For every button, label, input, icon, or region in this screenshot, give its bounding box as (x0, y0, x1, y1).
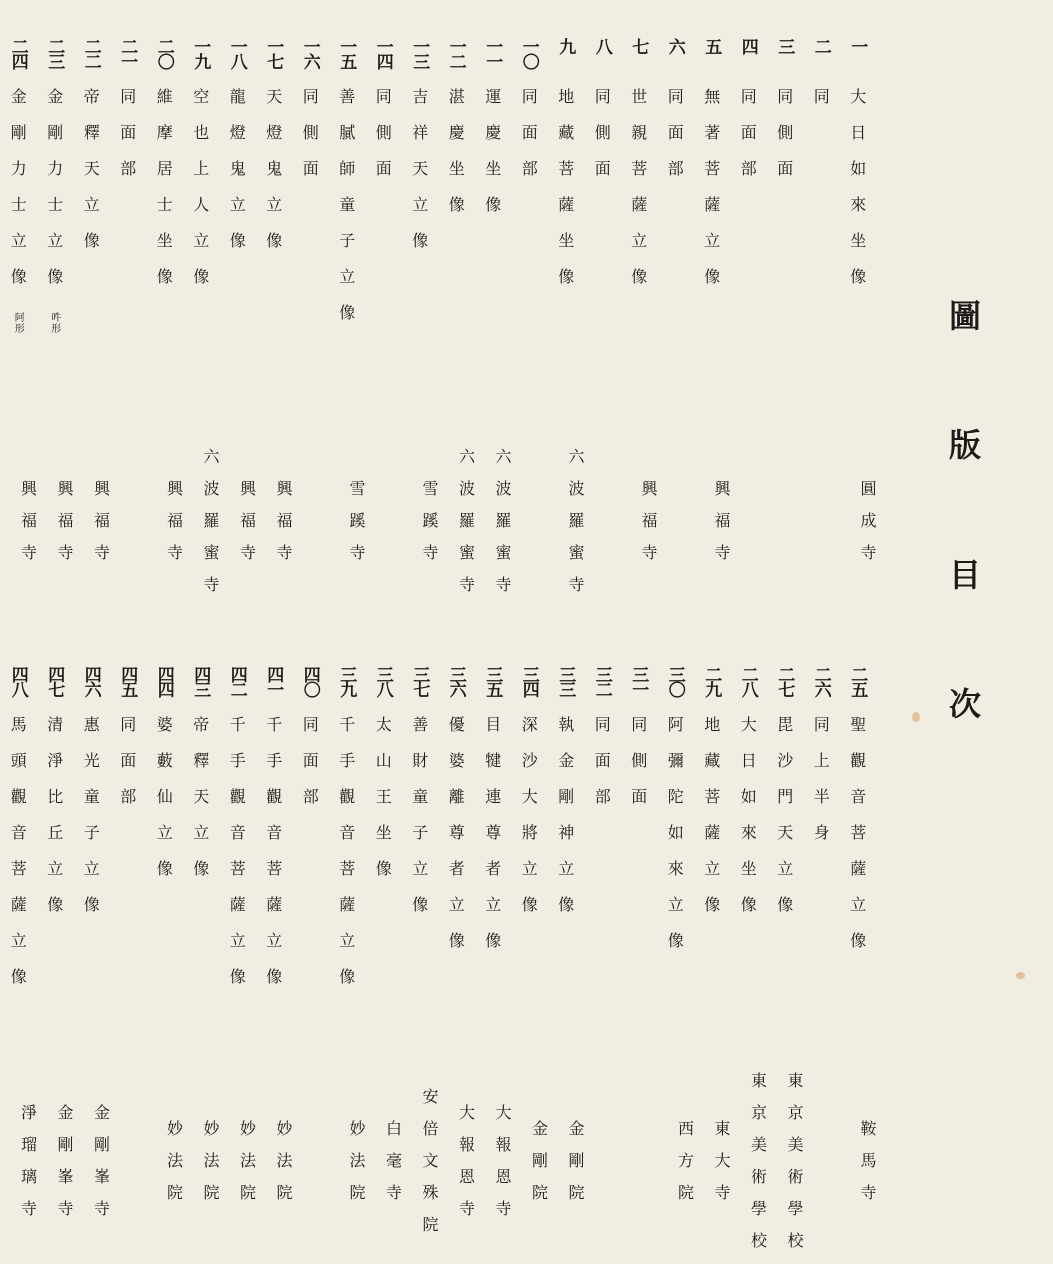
plate-entry (547, 38, 584, 340)
plate-entry (0, 38, 36, 340)
plate-title: 吉祥天立像 (409, 88, 429, 268)
plate-number: 二六 (810, 666, 831, 696)
plate-location (802, 1072, 839, 1264)
plate-number: 三三 (555, 666, 576, 696)
plate-title: 金剛力士立像 (44, 88, 64, 304)
plate-location: 六波羅蜜寺 (456, 448, 476, 608)
plate-entry (437, 38, 474, 340)
plate-title: 善膩師童子立像 (336, 88, 356, 340)
plate-number: 二五 (847, 666, 868, 696)
plate-location: 圓成寺 (858, 480, 877, 576)
plate-number: 一〇 (518, 38, 539, 68)
plate-entry (437, 666, 474, 1004)
plate-title: 同 (811, 88, 831, 124)
plate-number: 一九 (190, 38, 211, 68)
plate-title: 優婆離尊者立像 (446, 716, 466, 968)
paper-stain (912, 712, 920, 722)
plate-location: 妙法院 (164, 1120, 184, 1216)
upper-location-list (0, 448, 875, 608)
plate-number: 四五 (117, 666, 138, 696)
plate-entry (145, 38, 182, 340)
plate-title: 帝釋天立像 (190, 716, 210, 896)
plate-location: 興福寺 (164, 480, 184, 576)
plate-number: 一二 (445, 38, 466, 68)
plate-title: 同面部 (117, 88, 137, 196)
plate-title: 清淨比丘立像 (44, 716, 64, 932)
plate-title: 千手觀音菩薩立像 (227, 716, 247, 1004)
plate-entry (547, 666, 584, 1004)
plate-number: 六 (664, 38, 685, 53)
plate-entry (291, 38, 328, 340)
plate-entry (729, 38, 766, 340)
plate-location (109, 448, 146, 608)
plate-title: 目犍連尊者立像 (482, 716, 502, 968)
plate-entry (291, 666, 328, 1004)
plate-entry (364, 666, 401, 1004)
plate-note: 吽形 (48, 312, 60, 334)
plate-entry (474, 666, 511, 1004)
plate-location: 妙法院 (237, 1120, 257, 1216)
plate-title: 聖觀音菩薩立像 (847, 716, 867, 968)
plate-number: 四〇 (299, 666, 320, 696)
plate-title: 同側面 (628, 716, 648, 824)
plate-location: 妙法院 (274, 1120, 293, 1216)
plate-location: 東京美術學校 (785, 1072, 804, 1264)
title-char-4: 次 (948, 684, 981, 723)
plate-entry (255, 38, 292, 340)
plate-entry (766, 666, 803, 1004)
plate-entry (0, 666, 36, 1004)
plate-location (291, 1072, 328, 1264)
plate-entry (802, 666, 839, 1004)
plate-title: 空也上人立像 (190, 88, 210, 304)
plate-entry (72, 666, 109, 1004)
plate-title: 地藏菩薩立像 (701, 716, 721, 932)
plate-number: 七 (628, 38, 649, 53)
plate-location (583, 448, 620, 608)
plate-location: 大報恩寺 (493, 1104, 512, 1232)
plate-entry (328, 666, 365, 1004)
plate-entry (401, 666, 438, 1004)
plate-number: 四八 (7, 666, 28, 696)
plate-location: 興福寺 (712, 480, 731, 576)
plate-number: 三六 (445, 666, 466, 696)
plate-number: 一六 (299, 38, 320, 68)
plate-number: 一七 (263, 38, 284, 68)
plate-entry (182, 666, 219, 1004)
plate-number: 四四 (153, 666, 174, 696)
plate-location (802, 448, 839, 608)
plate-number: 四三 (190, 666, 211, 696)
plate-entry (766, 38, 803, 340)
plate-entry (510, 38, 547, 340)
plate-entry (802, 38, 839, 340)
plate-title: 毘沙門天立像 (774, 716, 794, 932)
plate-number: 二一 (117, 38, 138, 68)
lower-plate-list (0, 666, 875, 1004)
plate-title: 千手觀音菩薩立像 (336, 716, 356, 1004)
plate-title: 善財童子立像 (409, 716, 429, 932)
plate-title: 婆藪仙立像 (154, 716, 174, 896)
plate-location: 六波羅蜜寺 (201, 448, 220, 608)
plate-entry (328, 38, 365, 340)
plate-location: 六波羅蜜寺 (493, 448, 512, 608)
plate-title: 金剛力士立像 (8, 88, 28, 304)
page-title (940, 297, 990, 723)
plate-location: 大報恩寺 (456, 1104, 476, 1232)
plate-number: 一五 (336, 38, 357, 68)
plate-number: 三一 (628, 666, 649, 696)
plate-number: 一八 (226, 38, 247, 68)
plate-location: 興福寺 (237, 480, 257, 576)
plate-entry (474, 38, 511, 340)
plate-number: 一三 (409, 38, 430, 68)
plate-entry (401, 38, 438, 340)
plate-title: 同面部 (592, 716, 612, 824)
plate-title: 千手觀音菩薩立像 (263, 716, 283, 1004)
plate-entry (620, 38, 657, 340)
plate-location: 興福寺 (274, 480, 293, 576)
plate-number: 二 (810, 38, 831, 53)
plate-location (729, 448, 766, 608)
plate-number: 八 (591, 38, 612, 53)
plate-title: 大日如來坐像 (847, 88, 867, 304)
plate-number: 三 (774, 38, 795, 53)
plate-title: 地藏菩薩坐像 (555, 88, 575, 304)
plate-title: 同面部 (519, 88, 539, 196)
plate-location: 金剛院 (529, 1120, 549, 1216)
plate-title: 同面部 (738, 88, 758, 196)
plate-title: 同面部 (300, 716, 320, 824)
plate-number: 二四 (7, 38, 28, 68)
plate-entry (109, 38, 146, 340)
plate-location: 金剛院 (566, 1120, 585, 1216)
plate-entry (36, 38, 73, 340)
plate-title: 阿彌陀如來立像 (665, 716, 685, 968)
title-char-3: 目 (948, 555, 981, 594)
plate-location: 東大寺 (712, 1120, 731, 1216)
plate-title: 運慶坐像 (482, 88, 502, 232)
plate-title: 太山王坐像 (373, 716, 393, 896)
plate-number: 三〇 (664, 666, 685, 696)
plate-location (291, 448, 328, 608)
plate-location (583, 1072, 620, 1264)
plate-title: 同側面 (300, 88, 320, 196)
plate-location: 西方院 (675, 1120, 695, 1216)
plate-title: 同上半身 (811, 716, 831, 860)
plate-number: 一四 (372, 38, 393, 68)
plate-number: 一 (847, 38, 868, 53)
plate-location: 興福寺 (91, 480, 111, 576)
plate-number: 二三 (44, 38, 65, 68)
plate-location: 白毫寺 (383, 1120, 403, 1216)
plate-entry (583, 666, 620, 1004)
plate-title: 龍燈鬼立像 (227, 88, 247, 268)
plate-number: 五 (701, 38, 722, 53)
plate-number: 一一 (482, 38, 503, 68)
plate-number: 三五 (482, 666, 503, 696)
plate-location (109, 1072, 146, 1264)
plate-entry (109, 666, 146, 1004)
plate-location: 興福寺 (639, 480, 658, 576)
plate-entry (693, 666, 730, 1004)
paper-stain (1016, 972, 1025, 979)
plate-entry (364, 38, 401, 340)
plate-number: 二九 (701, 666, 722, 696)
title-char-2: 版 (948, 426, 981, 465)
plate-location: 興福寺 (18, 480, 38, 576)
plate-location: 妙法院 (347, 1120, 366, 1216)
plate-entry (693, 38, 730, 340)
plate-entry (255, 666, 292, 1004)
plate-title: 世親菩薩立像 (628, 88, 648, 304)
plate-entry (218, 666, 255, 1004)
plate-location: 妙法院 (201, 1120, 220, 1216)
plate-number: 四 (737, 38, 758, 53)
plate-number: 二二 (80, 38, 101, 68)
plate-number: 九 (555, 38, 576, 53)
plate-entry (583, 38, 620, 340)
plate-location: 金剛峯寺 (55, 1104, 74, 1232)
plate-title: 深沙大將立像 (519, 716, 539, 932)
plate-location (766, 448, 803, 608)
plate-number: 四二 (226, 666, 247, 696)
plate-entry (182, 38, 219, 340)
plate-number: 三九 (336, 666, 357, 696)
plate-title: 惠光童子立像 (81, 716, 101, 932)
plate-title: 同面部 (117, 716, 137, 824)
plate-location: 鞍馬寺 (858, 1120, 877, 1216)
plate-title: 執金剛神立像 (555, 716, 575, 932)
plate-location: 東京美術學校 (748, 1072, 768, 1264)
plate-entry (36, 666, 73, 1004)
title-char-1: 圖 (948, 297, 981, 335)
plate-title: 維摩居士坐像 (154, 88, 174, 304)
plate-entry (729, 666, 766, 1004)
plate-entry (218, 38, 255, 340)
plate-number: 四七 (44, 666, 65, 696)
plate-location (364, 448, 401, 608)
plate-entry (656, 666, 693, 1004)
plate-note: 阿形 (12, 312, 24, 334)
plate-location: 六波羅蜜寺 (566, 448, 585, 608)
plate-number: 三八 (372, 666, 393, 696)
plate-number: 四六 (80, 666, 101, 696)
plate-location: 淨瑠璃寺 (18, 1104, 38, 1232)
plate-number: 三二 (591, 666, 612, 696)
plate-number: 三七 (409, 666, 430, 696)
plate-number: 二七 (774, 666, 795, 696)
plate-location: 金剛峯寺 (91, 1104, 111, 1232)
plate-location: 雪蹊寺 (347, 480, 366, 576)
lower-location-list (0, 1072, 875, 1264)
plate-location: 興福寺 (55, 480, 74, 576)
plate-entry (839, 666, 876, 1004)
plate-title: 同側面 (373, 88, 393, 196)
plate-title: 大日如來坐像 (738, 716, 758, 932)
plate-number: 四一 (263, 666, 284, 696)
plate-title: 同側面 (774, 88, 794, 196)
upper-plate-list (0, 38, 875, 340)
plate-title: 帝釋天立像 (81, 88, 101, 268)
plate-title: 馬頭觀音菩薩立像 (8, 716, 28, 1004)
plate-location (656, 448, 693, 608)
plate-location: 雪蹊寺 (420, 480, 439, 576)
plate-location (510, 448, 547, 608)
plate-title: 天燈鬼立像 (263, 88, 283, 268)
plate-title: 同側面 (592, 88, 612, 196)
plate-title: 無著菩薩立像 (701, 88, 721, 304)
plate-location (620, 1072, 657, 1264)
plate-entry (510, 666, 547, 1004)
plate-entry (839, 38, 876, 340)
plate-entry (72, 38, 109, 340)
plate-title: 湛慶坐像 (446, 88, 466, 232)
plate-entry (145, 666, 182, 1004)
plate-number: 二八 (737, 666, 758, 696)
plate-location: 安倍文殊院 (420, 1088, 439, 1248)
plate-number: 二〇 (153, 38, 174, 68)
plate-entry (620, 666, 657, 1004)
plate-title: 同面部 (665, 88, 685, 196)
plate-number: 三四 (518, 666, 539, 696)
plate-entry (656, 38, 693, 340)
